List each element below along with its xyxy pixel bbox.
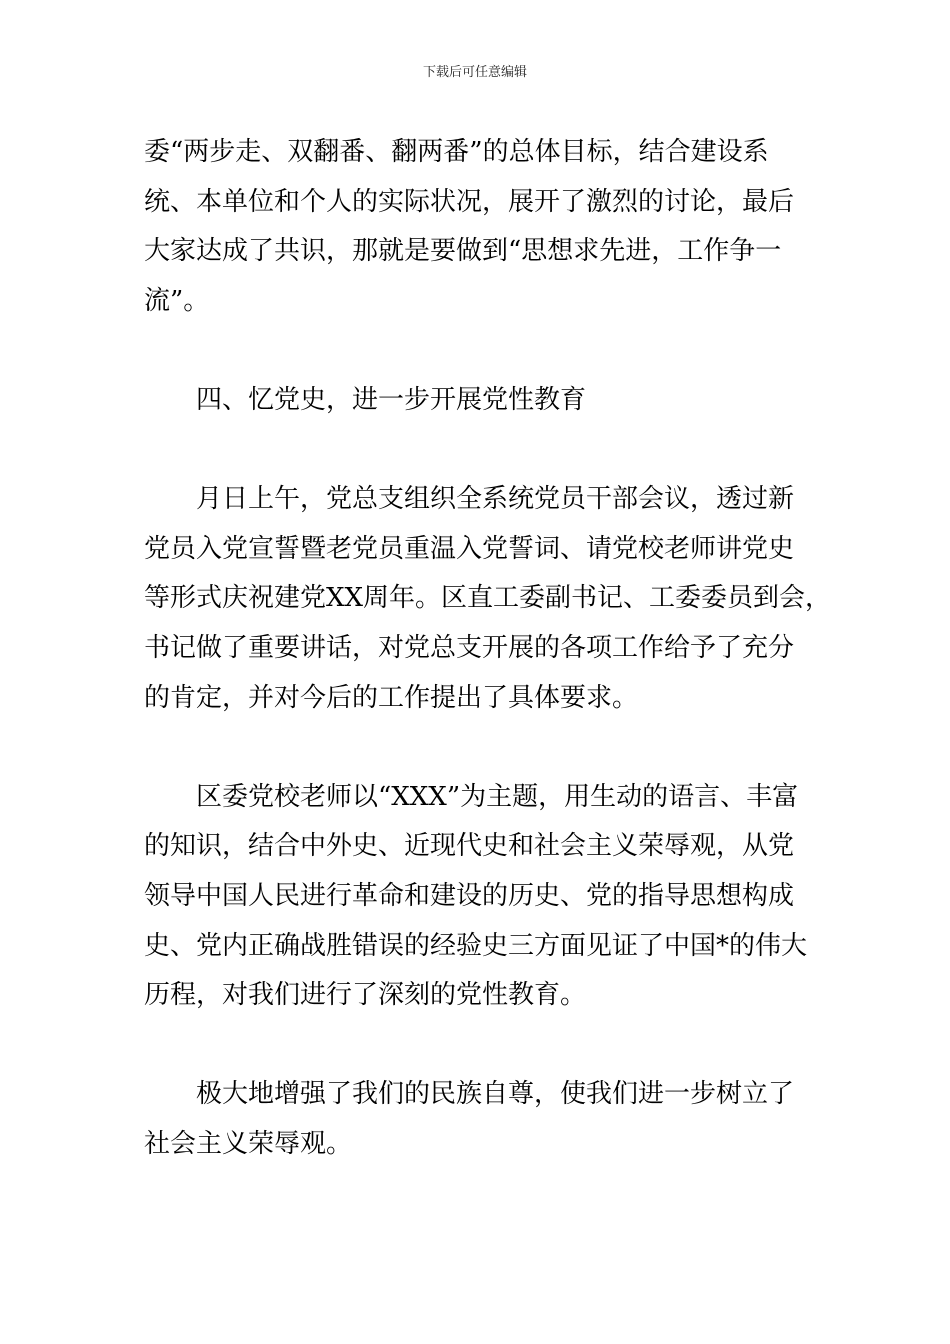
text-line: 流”。 [144, 285, 210, 316]
text-line: 委“两步走、双翻番、翻两番”的总体目标，结合建设系 [144, 137, 769, 167]
section-heading-text: 四、忆党史，进一步开展党性教育 [196, 384, 587, 415]
text-line: 书记做了重要讲话，对党总支开展的各项工作给予了充分 [144, 632, 795, 663]
text-line: 领导中国人民进行革命和建设的历史、党的指导思想构成 [144, 880, 795, 911]
paragraph-lecture [144, 773, 806, 1021]
text-line: 党员入党宣誓暨老党员重温入党誓词、请党校老师讲党史 [144, 533, 795, 564]
text-line: 历程，对我们进行了深刻的党性教育。 [144, 980, 587, 1011]
text-line: 区委党校老师以“XXX”为主题，用生动的语言、丰富 [196, 781, 799, 812]
paragraph-spacer [144, 723, 806, 773]
text-line: 月日上午，党总支组织全系统党员干部会议，透过新 [196, 484, 795, 515]
paragraph-meeting [144, 475, 832, 723]
paragraph-spacer [144, 1021, 806, 1071]
text-line: 等形式庆祝建党XX周年。区直工委副书记、工委委员到会， [144, 583, 832, 614]
document-body [144, 128, 832, 1169]
section-heading [144, 376, 806, 426]
paragraph-conclusion [144, 1070, 806, 1169]
paragraph-spacer [144, 426, 806, 476]
text-line: 的知识，结合中外史、近现代史和社会主义荣辱观，从党 [144, 831, 795, 862]
text-line: 大家达成了共识，那就是要做到“思想求先进，工作争一 [144, 236, 782, 267]
text-line: 史、党内正确战胜错误的经验史三方面见证了中国*的伟大 [144, 930, 808, 961]
text-line: 的肯定，并对今后的工作提出了具体要求。 [144, 682, 639, 713]
text-line: 极大地增强了我们的民族自尊，使我们进一步树立了 [196, 1079, 795, 1110]
paragraph-goals [144, 128, 806, 326]
paragraph-spacer [144, 326, 806, 376]
page-header: 下载后可任意编辑 [422, 65, 527, 80]
text-line: 社会主义荣辱观。 [144, 1128, 353, 1159]
text-line: 统、本单位和个人的实际状况，展开了激烈的讨论，最后 [144, 186, 795, 217]
